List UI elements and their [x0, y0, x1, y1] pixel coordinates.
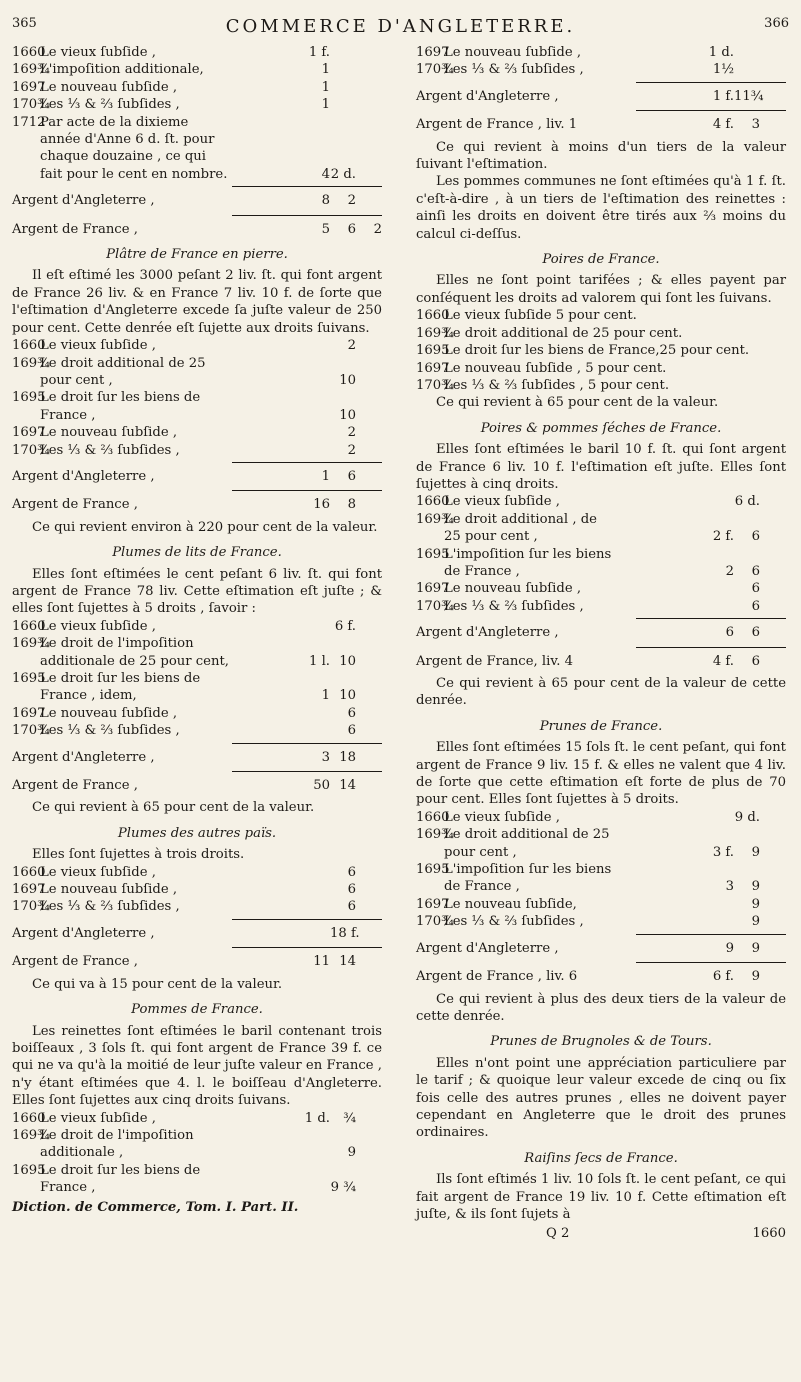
amount: 1	[321, 688, 330, 704]
total-row	[12, 925, 382, 942]
duty-label: fait pour le cent en nombre.	[40, 166, 228, 182]
total-rule	[232, 215, 382, 216]
year: 1712	[12, 114, 46, 130]
duty-label: Par acte de la dixieme	[40, 114, 189, 130]
paragraph: Elles ſont ſujettes à trois droits.	[32, 847, 245, 863]
right-column	[416, 44, 786, 1243]
running-header	[12, 16, 789, 44]
year: 1697	[12, 425, 46, 441]
amount: 6	[751, 563, 760, 579]
duty-row	[12, 355, 382, 372]
duty-label: Le droit ſur les biens de France,25 pour cent.	[444, 343, 750, 359]
paragraph: Ce qui revient à plus des deux tiers de la valeur de cette denrée.	[416, 991, 786, 1024]
text-block	[12, 1001, 382, 1196]
duty-label: Les ⅓ & ⅔ ſubſides ,	[40, 442, 180, 458]
duty-row	[12, 722, 382, 739]
left-column	[12, 44, 382, 1216]
section-heading: Plumes de lits de France.	[112, 545, 282, 561]
duty-row	[416, 580, 786, 597]
duty-label: Les ⅓ & ⅔ ſubſides ,	[444, 914, 584, 930]
duty-label: Le vieux ſubſide ,	[40, 338, 156, 354]
year: 170¾	[416, 914, 454, 930]
total-row	[416, 653, 786, 670]
duty-row	[12, 166, 382, 183]
year: 1697	[416, 360, 450, 376]
amount: 6	[751, 581, 760, 597]
year: 1660	[416, 308, 450, 324]
duty-label: France ,	[40, 407, 96, 423]
year: 169¾	[12, 355, 50, 371]
duty-label: Le vieux ſubſide ,	[40, 618, 156, 634]
total-row	[416, 88, 786, 105]
amount: 9	[751, 914, 760, 930]
amount: 2 d.	[330, 166, 356, 182]
amount: 3	[751, 117, 760, 133]
page-number-left: 365	[12, 16, 37, 31]
duty-label: L'impoſition additionale,	[40, 62, 204, 78]
year: 1660	[12, 864, 46, 880]
duty-label: Les ⅓ & ⅔ ſubſides , 5 pour cent.	[444, 377, 670, 393]
paragraph: Ils ſont eſtimés 1 liv. 10 ſols ſt. le cent peſant, ce qui fait argent de France 19 liv. 10 f. Cette eſtimation eſt juſte, & ils ſont ſujets à	[416, 1172, 786, 1222]
amount: 9	[751, 879, 760, 895]
total-row	[12, 221, 382, 238]
amount: 9 d.	[734, 809, 760, 825]
total-label: Argent de France , liv. 1	[416, 117, 578, 133]
amount: 6	[347, 864, 356, 880]
text-block	[416, 718, 786, 1026]
paragraph: Il eſt eſtimé les 3000 peſant 2 liv. ſt. qui font argent de France 26 liv. & en France 7 liv. 10 f. de ſorte que l'eſtimation d'Angleterre excede ſa juſte valeur de 250 pour cent. Cette denrée eſt ſujette aux droits ſuivans.	[12, 268, 382, 336]
total-row	[12, 953, 382, 970]
amount: 6	[347, 705, 356, 721]
amount: 10	[339, 653, 356, 669]
amount: 2	[347, 442, 356, 458]
total-label: Argent d'Angleterre ,	[12, 193, 155, 209]
section-heading: Prunes de Brugnoles & de Tours.	[490, 1034, 712, 1050]
duty-row	[416, 44, 786, 61]
amount: 2	[725, 563, 734, 579]
year: 1695	[416, 546, 450, 562]
duty-row	[416, 511, 786, 528]
text-block	[416, 1150, 786, 1224]
year: 170¾	[416, 62, 454, 78]
total-label: Argent de France ,	[12, 778, 138, 794]
amount: 6	[347, 899, 356, 915]
total-row	[12, 496, 382, 513]
amount: 3	[321, 749, 330, 765]
paragraph: Elles n'ont point une appréciation particuliere par le tarif ; & quoique leur valeur excede de cinq ou ſix fois celle des autres prunes , elles ne doivent payer cependant en Angleterre que le droit des prunes ordinaires.	[416, 1055, 786, 1141]
total-row	[12, 192, 382, 209]
total-rule	[232, 490, 382, 491]
duty-row	[416, 896, 786, 913]
duty-label: Les ⅓ & ⅔ ſubſides ,	[40, 723, 180, 739]
duty-row	[12, 372, 382, 389]
duty-label: France , idem,	[40, 688, 137, 704]
year: 1660	[12, 338, 46, 354]
duty-label: additionale ,	[40, 1145, 124, 1161]
total-row	[12, 468, 382, 485]
amount: 3 f.	[712, 844, 734, 860]
duty-row	[416, 913, 786, 930]
duty-label: année d'Anne 6 d. ſt. pour	[40, 132, 215, 148]
duty-label: Le vieux ſubſide ,	[40, 45, 156, 60]
duty-row	[416, 528, 786, 545]
duty-label: L'impoſition ſur les biens	[444, 862, 612, 878]
duty-row	[416, 563, 786, 580]
amount: 2 f.	[712, 529, 734, 545]
duty-label: Le droit de l'impoſition	[40, 636, 194, 652]
total-label: Argent de France , liv. 6	[416, 969, 578, 985]
text-block	[12, 246, 382, 536]
total-label: Argent de France, liv. 4	[416, 653, 573, 669]
amount: 1 l.	[309, 653, 330, 669]
duty-row	[12, 61, 382, 78]
paragraph: Ce qui revient à moins d'un tiers de la valeur ſuivant l'eſtimation.	[416, 139, 786, 173]
duty-row	[12, 618, 382, 635]
amount: 6	[347, 468, 356, 484]
duty-label: Le vieux ſubſide 5 pour cent.	[444, 308, 637, 324]
year: 1660	[416, 494, 450, 510]
total-rule	[232, 947, 382, 948]
amount: 9	[347, 1145, 356, 1161]
total-rule	[636, 647, 786, 648]
amount: 8	[347, 497, 356, 513]
total-rule	[232, 186, 382, 187]
duty-row	[12, 148, 382, 165]
duty-label: Le vieux ſubſide ,	[40, 1110, 156, 1126]
amount: 10	[339, 688, 356, 704]
total-rule	[232, 462, 382, 463]
amount: 6 f.	[712, 969, 734, 985]
paragraph: Les reinettes ſont eſtimées le baril contenant trois boiſſeaux , 3 ſols ſt. qui font argent de France 39 f. ce qui ne va qu'à la moitié de leur juſte valeur en France , n'y étant eſtimées que 4. l. le boiſſeau d'Angleterre. Elles ſont ſujettes aux cinq droits ſuivans.	[12, 1023, 382, 1109]
amount: 6 d.	[734, 494, 760, 510]
amount: 6	[751, 625, 760, 641]
duty-label: Le nouveau ſubſide , 5 pour cent.	[444, 360, 667, 376]
amount: 1	[321, 468, 330, 484]
year: 1697	[416, 581, 450, 597]
duty-label: Le vieux ſubſide ,	[444, 494, 560, 510]
duty-label: Le droit additional de 25	[444, 827, 610, 843]
year: 169¾	[416, 827, 454, 843]
page-number-right: 366	[764, 16, 789, 31]
amount: 18 f.	[330, 925, 360, 941]
year: 1695	[416, 862, 450, 878]
amount: 9	[751, 940, 760, 956]
amount: 6	[725, 625, 734, 641]
duty-row	[12, 131, 382, 148]
year: 1697	[12, 79, 46, 95]
year: 169¾	[12, 636, 50, 652]
duty-label: Le nouveau ſubſide ,	[444, 45, 582, 60]
duty-label: de France ,	[444, 563, 520, 579]
year: 1660	[416, 809, 450, 825]
year: 169¾	[416, 511, 454, 527]
year: 1697	[12, 882, 46, 898]
duty-label: Le vieux ſubſide ,	[444, 809, 560, 825]
duty-row	[12, 424, 382, 441]
total-rule	[636, 934, 786, 935]
duty-label: Le nouveau ſubſide ,	[40, 705, 178, 721]
duty-row	[12, 1127, 382, 1144]
duty-label: Le droit ſur les biens de	[40, 1162, 201, 1178]
duty-label: Le droit additional de 25 pour cent.	[444, 325, 683, 341]
total-row	[416, 940, 786, 957]
paragraph: Elles ſont eſtimées 15 ſols ſt. le cent peſant, qui font argent de France 9 liv. 15 f. & elles ne valent que 4 liv. de ſorte que cette eſtimation eſt forte de plus de 70 pour cent. Elles ſont ſujettes à 5 droits.	[416, 740, 786, 808]
year: 1660	[12, 618, 46, 634]
amount: 9	[725, 940, 734, 956]
amount: 4	[321, 166, 330, 182]
section-heading: Poires & pommes ſéches de France.	[480, 420, 722, 436]
year: 169¾	[416, 325, 454, 341]
duty-label: Les ⅓ & ⅔ ſubſides ,	[40, 97, 180, 113]
text-block	[12, 44, 382, 238]
duty-row	[12, 79, 382, 96]
duty-row	[416, 826, 786, 843]
duty-label: Le droit ſur les biens de	[40, 671, 201, 686]
text-block	[12, 544, 382, 817]
section-heading: Prunes de France.	[539, 718, 663, 734]
duty-row	[416, 546, 786, 563]
duty-row	[12, 898, 382, 915]
duty-row	[416, 493, 786, 510]
amount: 1	[321, 97, 330, 113]
total-rule	[636, 110, 786, 111]
duty-row	[416, 878, 786, 895]
amount: 6	[347, 882, 356, 898]
duty-row	[416, 360, 786, 377]
duty-row	[416, 598, 786, 615]
year: 1660	[12, 1110, 46, 1126]
duty-row	[12, 635, 382, 652]
catchword: 1660	[752, 1226, 786, 1242]
amount: 2	[347, 193, 356, 209]
total-row	[12, 749, 382, 766]
year: 1697	[12, 705, 46, 721]
duty-row	[12, 337, 382, 354]
duty-row	[12, 670, 382, 687]
total-row	[416, 116, 786, 133]
total-rule	[232, 919, 382, 920]
amount: 2	[347, 425, 356, 441]
total-rule	[636, 618, 786, 619]
amount: 50	[313, 778, 330, 794]
duty-label: Les ⅓ & ⅔ ſubſides ,	[444, 62, 584, 78]
duty-row	[416, 61, 786, 78]
amount: 6	[751, 598, 760, 614]
paragraph: Les pommes communes ne ſont eſtimées qu'à 1 f. ſt. c'eſt-à-dire , à un tiers de l'eſtimation des reinettes : ainſi les droits en doivent être tirés aux ⅔ moins du calcul ci-deſſus.	[416, 174, 786, 242]
amount: 3	[725, 879, 734, 895]
amount: 1 f.	[308, 45, 330, 60]
amount: 9	[751, 969, 760, 985]
amount: 6 f.	[334, 618, 356, 634]
year: 1697	[416, 45, 450, 60]
footer-text: Diction. de Commerce, Tom. I. Part. II.	[12, 1199, 299, 1215]
amount: 1½	[712, 62, 734, 78]
duty-label: chaque douzaine , ce qui	[40, 149, 206, 165]
year: 170¾	[416, 377, 454, 393]
duty-row	[12, 96, 382, 113]
year: 170¾	[12, 442, 50, 458]
total-row	[12, 777, 382, 794]
duty-row	[12, 687, 382, 704]
amount: 1 f.	[712, 88, 734, 104]
text-block	[416, 44, 786, 243]
paragraph: Ce qui revient environ à 220 pour cent de la valeur.	[32, 519, 378, 535]
amount: 6	[347, 723, 356, 739]
year: 170¾	[416, 598, 454, 614]
amount: 18	[339, 749, 356, 765]
amount: 14	[339, 954, 356, 970]
section-heading: Plâtre de France en pierre.	[106, 247, 288, 263]
amount: 14	[339, 778, 356, 794]
amount: 11¾	[734, 88, 764, 104]
duty-label: Le nouveau ſubſide ,	[40, 425, 178, 441]
duty-label: L'impoſition ſur les biens	[444, 546, 612, 562]
duty-row	[12, 1110, 382, 1127]
duty-row	[12, 653, 382, 670]
amount: 6	[751, 653, 760, 669]
duty-row	[416, 377, 786, 394]
amount: 1	[321, 79, 330, 95]
total-label: Argent de France ,	[12, 221, 138, 237]
duty-row	[12, 1179, 382, 1196]
total-label: Argent d'Angleterre ,	[12, 468, 155, 484]
signature-line	[416, 1225, 786, 1242]
duty-row	[12, 389, 382, 406]
duty-row	[12, 407, 382, 424]
duty-row	[416, 809, 786, 826]
year: 169¾	[12, 1127, 50, 1143]
paragraph: Ce qui revient à 65 pour cent de la valeur.	[32, 800, 315, 816]
paragraph: Ce qui va à 15 pour cent de la valeur.	[32, 976, 283, 992]
duty-row	[12, 881, 382, 898]
duty-label: France ,	[40, 1180, 96, 1196]
amount: 16	[313, 497, 330, 513]
duty-label: pour cent ,	[444, 844, 517, 860]
duty-label: additionale de 25 pour cent,	[40, 653, 229, 669]
duty-label: Le droit additional , de	[444, 511, 597, 527]
text-block	[12, 825, 382, 993]
duty-row	[12, 44, 382, 61]
duty-label: Le nouveau ſubſide ,	[40, 79, 178, 95]
amount: 1 d.	[304, 1110, 330, 1126]
amount: 1 d.	[708, 45, 734, 60]
total-label: Argent d'Angleterre ,	[12, 749, 155, 765]
duty-row	[416, 342, 786, 359]
amount: 2	[347, 338, 356, 354]
paragraph: Ce qui revient à 65 pour cent de la valeur.	[436, 395, 719, 411]
section-heading: Pommes de France.	[131, 1002, 263, 1018]
duty-label: Le nouveau ſubſide,	[444, 896, 577, 912]
year: 170¾	[12, 723, 50, 739]
year: 1695	[416, 343, 450, 359]
duty-row	[12, 1144, 382, 1161]
amount: 10	[339, 407, 356, 423]
amount: 10	[339, 372, 356, 388]
amount: 11	[313, 954, 330, 970]
page-title: COMMERCE D'ANGLETERRE.	[225, 16, 576, 37]
year: 170¾	[12, 899, 50, 915]
total-label: Argent d'Angleterre ,	[416, 88, 559, 104]
duty-row	[12, 1162, 382, 1179]
duty-label: Le droit additional de 25	[40, 355, 206, 371]
amount: 8	[321, 193, 330, 209]
paragraph: Elles ne ſont point tarifées ; & elles payent par conſéquent les droits ad valorem qui ſont les ſuivans.	[416, 273, 786, 306]
year: 1697	[416, 896, 450, 912]
total-row	[416, 968, 786, 985]
year: 1695	[12, 671, 46, 686]
year: 170¾	[12, 97, 50, 113]
total-label: Argent de France ,	[12, 497, 138, 513]
total-label: Argent de France ,	[12, 954, 138, 970]
amount: ¾	[343, 1110, 356, 1126]
total-rule	[636, 82, 786, 83]
amount: 2	[373, 221, 382, 237]
text-block	[416, 251, 786, 412]
duty-label: Le vieux ſubſide ,	[40, 864, 156, 880]
duty-label: Le droit de l'impoſition	[40, 1127, 194, 1143]
year: 1695	[12, 1162, 46, 1178]
duty-row	[12, 864, 382, 881]
duty-row	[12, 442, 382, 459]
paragraph: Ce qui revient à 65 pour cent de la valeur de cette denrée.	[416, 676, 786, 709]
amount: 6	[347, 221, 356, 237]
paragraph: Elles ſont eſtimées le baril 10 f. ſt. qui ſont argent de France 6 liv. 10 f. l'eſtimation eſt juſte. Elles ſont ſujettes à cinq droits.	[416, 442, 786, 492]
amount: 9	[751, 844, 760, 860]
total-row	[416, 624, 786, 641]
total-label: Argent d'Angleterre ,	[12, 925, 155, 941]
amount: 9 ¾	[330, 1180, 356, 1196]
amount: 6	[751, 529, 760, 545]
duty-row	[416, 861, 786, 878]
total-rule	[232, 771, 382, 772]
amount: 4 f.	[712, 117, 734, 133]
duty-row	[12, 705, 382, 722]
duty-label: Le nouveau ſubſide ,	[40, 882, 178, 898]
signature-mark: Q 2	[546, 1226, 570, 1242]
duty-row	[416, 325, 786, 342]
duty-label: Le nouveau ſubſide ,	[444, 581, 582, 597]
year: 1695	[12, 390, 46, 406]
year: 1660	[12, 45, 46, 60]
amount: 4 f.	[712, 653, 734, 669]
section-heading: Poires de France.	[542, 252, 660, 268]
duty-label: Les ⅓ & ⅔ ſubſides ,	[444, 598, 584, 614]
total-rule	[636, 962, 786, 963]
total-rule	[232, 743, 382, 744]
text-block	[416, 1033, 786, 1141]
duty-label: Le droit ſur les biens de	[40, 390, 201, 406]
section-heading: Raiſins ſecs de France.	[524, 1150, 678, 1166]
amount: 5	[321, 221, 330, 237]
text-block	[416, 420, 786, 710]
duty-label: 25 pour cent ,	[444, 529, 538, 545]
page-footer	[12, 1199, 382, 1216]
year: 169¾	[12, 62, 50, 78]
total-label: Argent d'Angleterre ,	[416, 625, 559, 641]
paragraph: Elles ſont eſtimées le cent peſant 6 liv. ſt. qui font argent de France 78 liv. Cette eſtimation eſt juſte ; & elles ſont ſujettes à 5 droits , ſavoir :	[12, 566, 382, 617]
duty-row	[416, 307, 786, 324]
duty-label: de France ,	[444, 879, 520, 895]
duty-row	[12, 114, 382, 131]
duty-row	[416, 844, 786, 861]
total-label: Argent d'Angleterre ,	[416, 940, 559, 956]
duty-label: pour cent ,	[40, 372, 113, 388]
amount: 1	[321, 62, 330, 78]
duty-label: Les ⅓ & ⅔ ſubſides ,	[40, 899, 180, 915]
section-heading: Plumes des autres païs.	[117, 825, 277, 841]
amount: 9	[751, 896, 760, 912]
